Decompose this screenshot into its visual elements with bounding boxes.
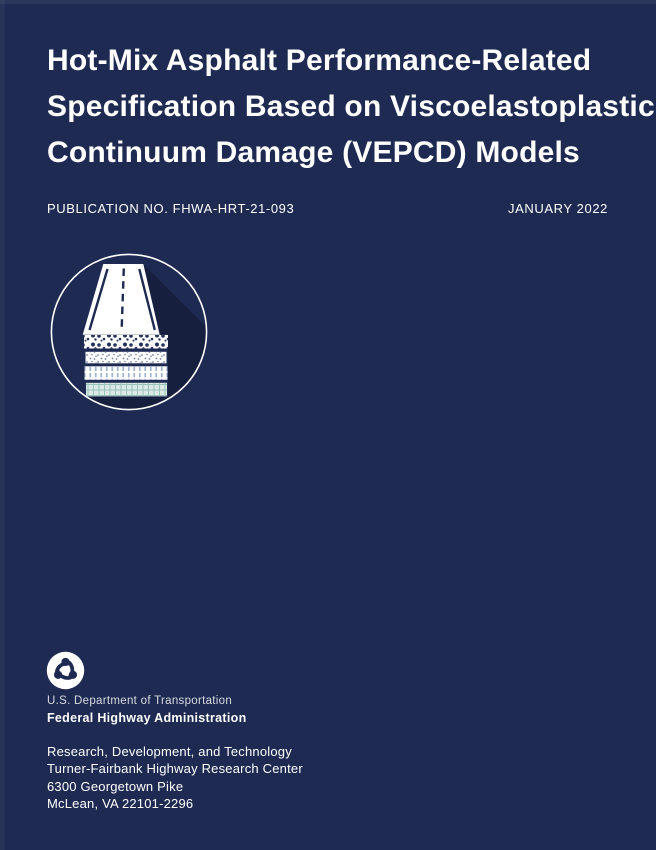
cover-title	[47, 38, 655, 176]
page-left-edge-highlight	[0, 0, 5, 850]
address-block	[47, 743, 303, 812]
address-line-1: Research, Development, and Technology	[47, 744, 292, 759]
department-label: U.S. Department of Transportation	[47, 695, 233, 707]
address-line-3: 6300 Georgetown Pike	[47, 778, 184, 794]
address-line-4: McLean, VA 22101-2296	[47, 795, 194, 811]
us-dot-triskelion-icon	[46, 651, 85, 690]
road-pavement-layers-icon	[49, 252, 209, 412]
page-top-edge-highlight	[0, 0, 656, 4]
pavement-layer-4	[86, 383, 167, 397]
publication-number: PUBLICATION NO. FHWA-HRT-21-093	[47, 201, 295, 216]
pavement-layer-1	[84, 335, 168, 349]
address-line-2: Turner-Fairbank Highway Research Center	[47, 761, 303, 777]
title-line-2: Specification Based on Viscoelastoplastic	[47, 90, 655, 123]
pavement-layer-2	[86, 352, 167, 364]
agency-label: Federal Highway Administration	[47, 711, 247, 725]
title-line-3: Continuum Damage (VEPCD) Models	[47, 136, 580, 169]
publication-row	[47, 201, 608, 216]
pavement-layer-3	[85, 366, 168, 380]
publication-date: JANUARY 2022	[508, 201, 608, 216]
title-line-1: Hot-Mix Asphalt Performance-Related	[47, 44, 592, 77]
